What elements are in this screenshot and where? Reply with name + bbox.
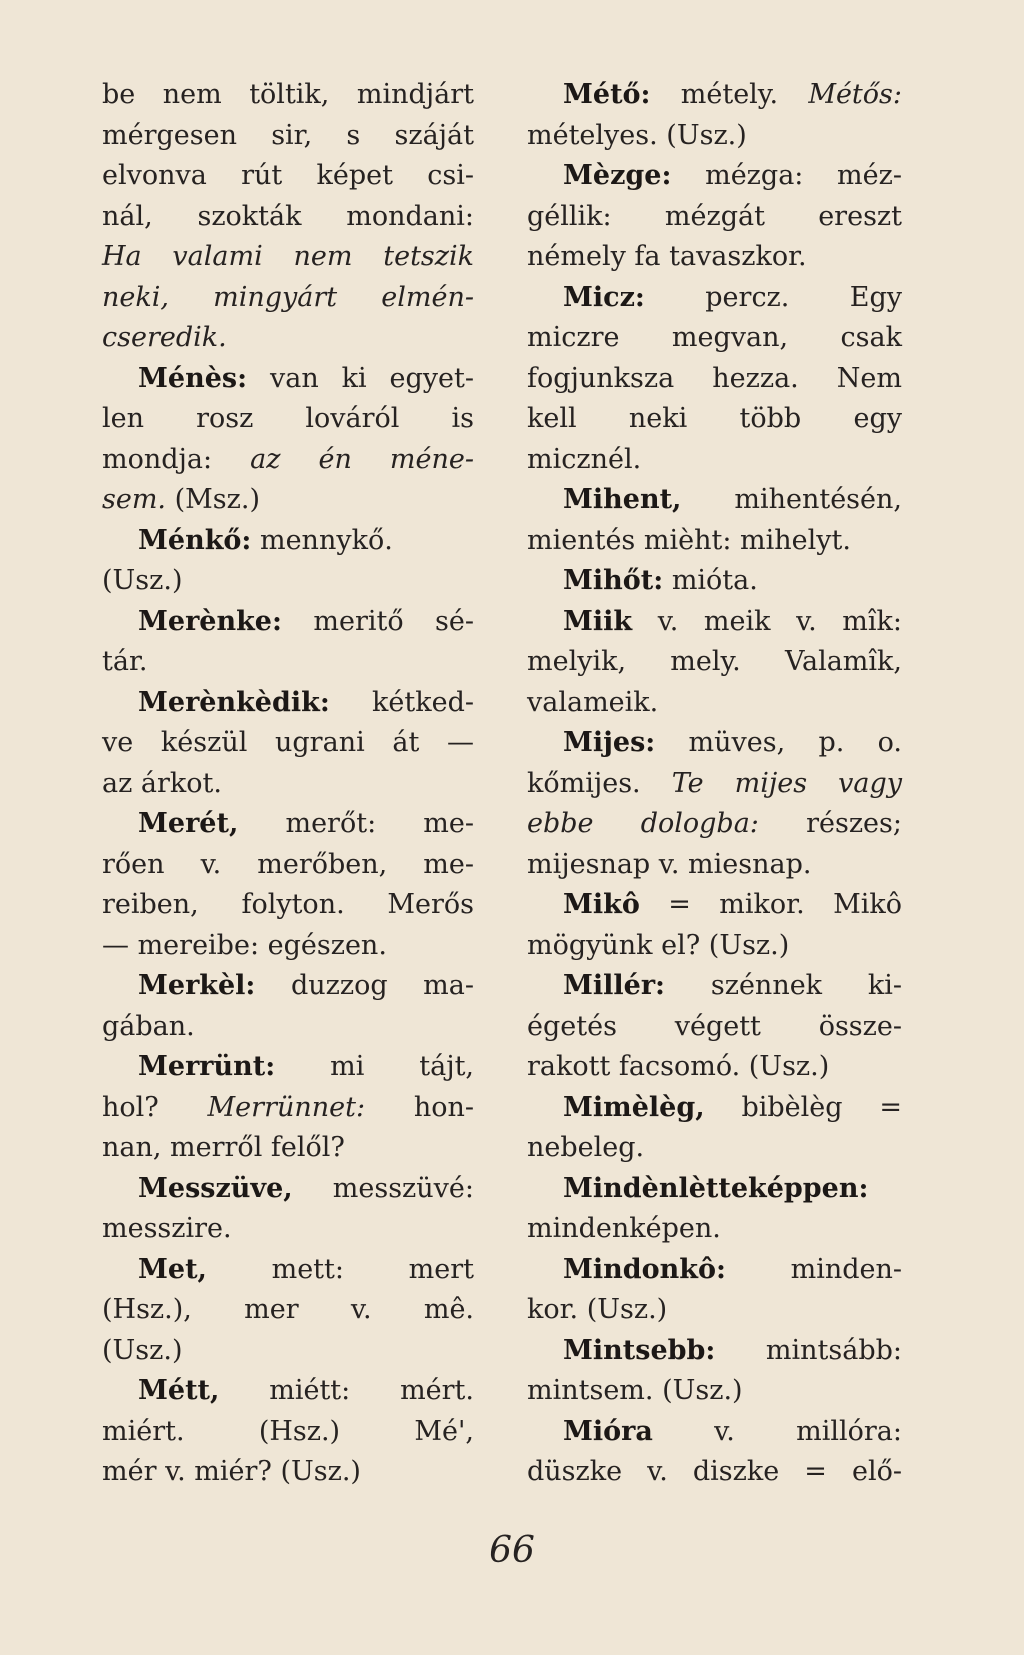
definition-text: rakott facsomó. (Usz.): [527, 1051, 830, 1082]
definition-text: kőmijes.: [527, 767, 672, 799]
definition-text: mindenképen.: [527, 1213, 721, 1244]
left-column: [102, 75, 474, 1493]
text-line: [102, 1250, 474, 1291]
text-line: [527, 237, 902, 278]
definition-text: be nem töltik, mindjárt: [102, 79, 474, 110]
text-line: [527, 75, 902, 116]
example-text: ebbe dologba:: [527, 808, 759, 839]
definition-text: düszke v. diszke = elő-: [527, 1456, 902, 1487]
headword: Merrünt:: [138, 1051, 276, 1082]
text-line: [102, 1007, 474, 1048]
example-text: neki, mingyárt elmén-: [102, 281, 474, 313]
definition-text: hon-: [365, 1091, 474, 1123]
definition-text: mennykő.: [251, 524, 393, 556]
text-line: [102, 1088, 474, 1129]
headword: Mèzge:: [563, 160, 672, 191]
definition-text: mérgesen sir, s száját: [102, 119, 474, 151]
definition-text: messzüvé:: [292, 1172, 474, 1204]
definition-text: duzzog ma-: [255, 970, 474, 1001]
example-text: Métős:: [808, 79, 902, 110]
definition-text: v. millóra:: [652, 1415, 902, 1447]
headword: Mikô: [563, 889, 640, 920]
definition-text: nál, szokták mondani:: [102, 200, 474, 232]
definition-text: mondja:: [102, 443, 251, 475]
text-line: [527, 1209, 902, 1250]
text-line: [527, 642, 902, 683]
definition-text: géllik: mézgát ereszt: [527, 200, 902, 232]
definition-text: miért. (Hsz.) Mé',: [102, 1415, 474, 1447]
definition-text: mintsem. (Usz.): [527, 1375, 743, 1406]
text-line: [102, 1209, 474, 1250]
text-line: [102, 845, 474, 886]
text-line: [527, 602, 902, 643]
headword: Métő:: [563, 79, 651, 110]
text-line: [102, 723, 474, 764]
example-text: sem.: [102, 484, 167, 515]
text-line: [527, 1452, 902, 1493]
definition-text: mintsább:: [715, 1334, 902, 1366]
headword: Merkèl:: [138, 970, 256, 1001]
text-line: [527, 1331, 902, 1372]
definition-text: van ki egyet-: [247, 362, 474, 394]
text-line: [527, 1412, 902, 1453]
definition-text: valameik.: [527, 686, 659, 718]
definition-text: az árkot.: [102, 767, 222, 799]
text-line: [527, 966, 902, 1007]
definition-text: messzire.: [102, 1213, 232, 1244]
text-line: [527, 1088, 902, 1129]
text-line: [527, 804, 902, 845]
text-line: [527, 399, 902, 440]
definition-text: gában.: [102, 1010, 195, 1042]
headword: Mióra: [563, 1415, 653, 1447]
headword: Mihent,: [563, 484, 682, 515]
text-line: [102, 1128, 474, 1169]
text-line: [102, 1047, 474, 1088]
headword: Métt,: [138, 1375, 220, 1406]
text-line: [527, 359, 902, 400]
definition-text: részes;: [758, 808, 902, 839]
text-line: [527, 764, 902, 805]
definition-text: elvonva rút képet csi-: [102, 160, 474, 191]
definition-text: (Msz.): [166, 484, 260, 515]
definition-text: minden-: [725, 1253, 902, 1285]
text-line: [527, 440, 902, 481]
headword: Mintsebb:: [563, 1334, 716, 1366]
definition-text: reiben, folyton. Merős: [102, 889, 474, 920]
text-line: [527, 1169, 902, 1210]
text-line: [102, 602, 474, 643]
definition-text: (Usz.): [102, 565, 183, 596]
text-line: [102, 197, 474, 238]
text-line: [527, 885, 902, 926]
definition-text: mögyünk el? (Usz.): [527, 929, 790, 961]
headword: Ménkő:: [138, 524, 252, 556]
headword: Merènke:: [138, 605, 282, 637]
text-line: [102, 926, 474, 967]
definition-text: tár.: [102, 646, 148, 677]
headword: Miik: [563, 605, 633, 637]
headword: Mihőt:: [563, 565, 664, 596]
definition-text: v. meik v. mîk:: [632, 605, 902, 637]
definition-text: miétt: mért.: [219, 1375, 474, 1406]
text-line: [527, 1250, 902, 1291]
text-line: [527, 1128, 902, 1169]
definition-text: — mereibe: egészen.: [102, 929, 387, 961]
headword: Mindènlètteképpen:: [563, 1172, 869, 1204]
definition-text: percz. Egy: [644, 281, 902, 313]
example-text: Te mijes vagy: [671, 767, 902, 799]
definition-text: miczre megvan, csak: [527, 322, 902, 353]
example-text: Merrünnet:: [207, 1091, 366, 1123]
headword: Micz:: [563, 281, 645, 313]
text-line: [102, 480, 474, 521]
definition-text: métely.: [650, 79, 809, 110]
text-line: [102, 318, 474, 359]
example-text: cseredik.: [102, 322, 227, 353]
text-line: [102, 399, 474, 440]
definition-text: merőt: me-: [238, 808, 474, 839]
definition-text: mientés mièht: mihelyt.: [527, 524, 851, 556]
text-line: [102, 1290, 474, 1331]
definition-text: mióta.: [663, 565, 758, 596]
text-line: [102, 75, 474, 116]
headword: Mimèlèg,: [563, 1091, 705, 1123]
page-number: 66: [489, 1530, 535, 1571]
text-line: [102, 1331, 474, 1372]
definition-text: mi tájt,: [275, 1051, 474, 1082]
definition-text: = mikor. Mikô: [639, 889, 902, 920]
text-line: [102, 1452, 474, 1493]
definition-text: nebeleg.: [527, 1132, 645, 1163]
definition-text: szénnek ki-: [665, 970, 902, 1001]
text-line: [527, 561, 902, 602]
definition-text: mézga: méz-: [671, 160, 902, 191]
text-line: [102, 764, 474, 805]
text-line: [102, 804, 474, 845]
text-line: [102, 1169, 474, 1210]
text-line: [102, 1371, 474, 1412]
headword: Messzüve,: [138, 1172, 293, 1204]
example-text: Ha valami nem tetszik: [102, 241, 474, 272]
definition-text: rően v. merőben, me-: [102, 848, 474, 880]
text-line: [527, 1290, 902, 1331]
definition-text: fogjunksza hezza. Nem: [527, 362, 902, 394]
text-line: [527, 1047, 902, 1088]
definition-text: égetés végett össze-: [527, 1010, 902, 1042]
text-line: [527, 318, 902, 359]
definition-text: bibèlèg =: [704, 1091, 902, 1123]
text-line: [102, 966, 474, 1007]
definition-text: kor. (Usz.): [527, 1294, 668, 1325]
text-line: [527, 723, 902, 764]
right-column: [527, 75, 902, 1493]
definition-text: müves, p. o.: [655, 727, 902, 758]
text-line: [102, 116, 474, 157]
definition-text: nan, merről felől?: [102, 1132, 345, 1163]
definition-text: mér v. miér? (Usz.): [102, 1456, 361, 1487]
definition-text: meritő sé-: [281, 605, 474, 637]
text-line: [102, 278, 474, 319]
text-line: [102, 440, 474, 481]
text-line: [527, 845, 902, 886]
definition-text: mihentésén,: [681, 484, 902, 515]
definition-text: kell neki több egy: [527, 403, 902, 434]
text-line: [527, 926, 902, 967]
definition-text: melyik, mely. Valamîk,: [527, 646, 902, 677]
definition-text: (Hsz.), mer v. mê.: [102, 1294, 474, 1325]
definition-text: mett: mert: [206, 1253, 474, 1285]
text-line: [102, 521, 474, 562]
text-line: [102, 156, 474, 197]
definition-text: mijesnap v. miesnap.: [527, 848, 812, 880]
definition-text: len rosz lováról is: [102, 403, 474, 434]
text-line: [527, 683, 902, 724]
headword: Mijes:: [563, 727, 656, 758]
text-line: [102, 561, 474, 602]
definition-text: mételyes. (Usz.): [527, 119, 747, 151]
text-line: [527, 116, 902, 157]
definition-text: micznél.: [527, 443, 642, 475]
example-text: az én méne-: [250, 443, 474, 475]
text-line: [102, 885, 474, 926]
text-line: [527, 480, 902, 521]
definition-text: némely fa tavaszkor.: [527, 241, 807, 272]
text-line: [527, 1007, 902, 1048]
text-line: [527, 156, 902, 197]
definition-text: (Usz.): [102, 1334, 183, 1366]
text-line: [527, 1371, 902, 1412]
headword: Merét,: [138, 808, 239, 839]
text-line: [102, 237, 474, 278]
headword: Met,: [138, 1253, 207, 1285]
definition-text: hol?: [102, 1091, 208, 1123]
text-line: [527, 197, 902, 238]
definition-text: ve készül ugrani át —: [102, 727, 474, 758]
text-line: [527, 278, 902, 319]
text-line: [527, 521, 902, 562]
definition-text: kétked-: [329, 686, 474, 718]
text-line: [102, 1412, 474, 1453]
headword: Mindonkô:: [563, 1253, 726, 1285]
headword: Ménès:: [138, 362, 248, 394]
text-line: [102, 359, 474, 400]
headword: Millér:: [563, 970, 666, 1001]
headword: Merènkèdik:: [138, 686, 330, 718]
text-line: [102, 642, 474, 683]
text-line: [102, 683, 474, 724]
